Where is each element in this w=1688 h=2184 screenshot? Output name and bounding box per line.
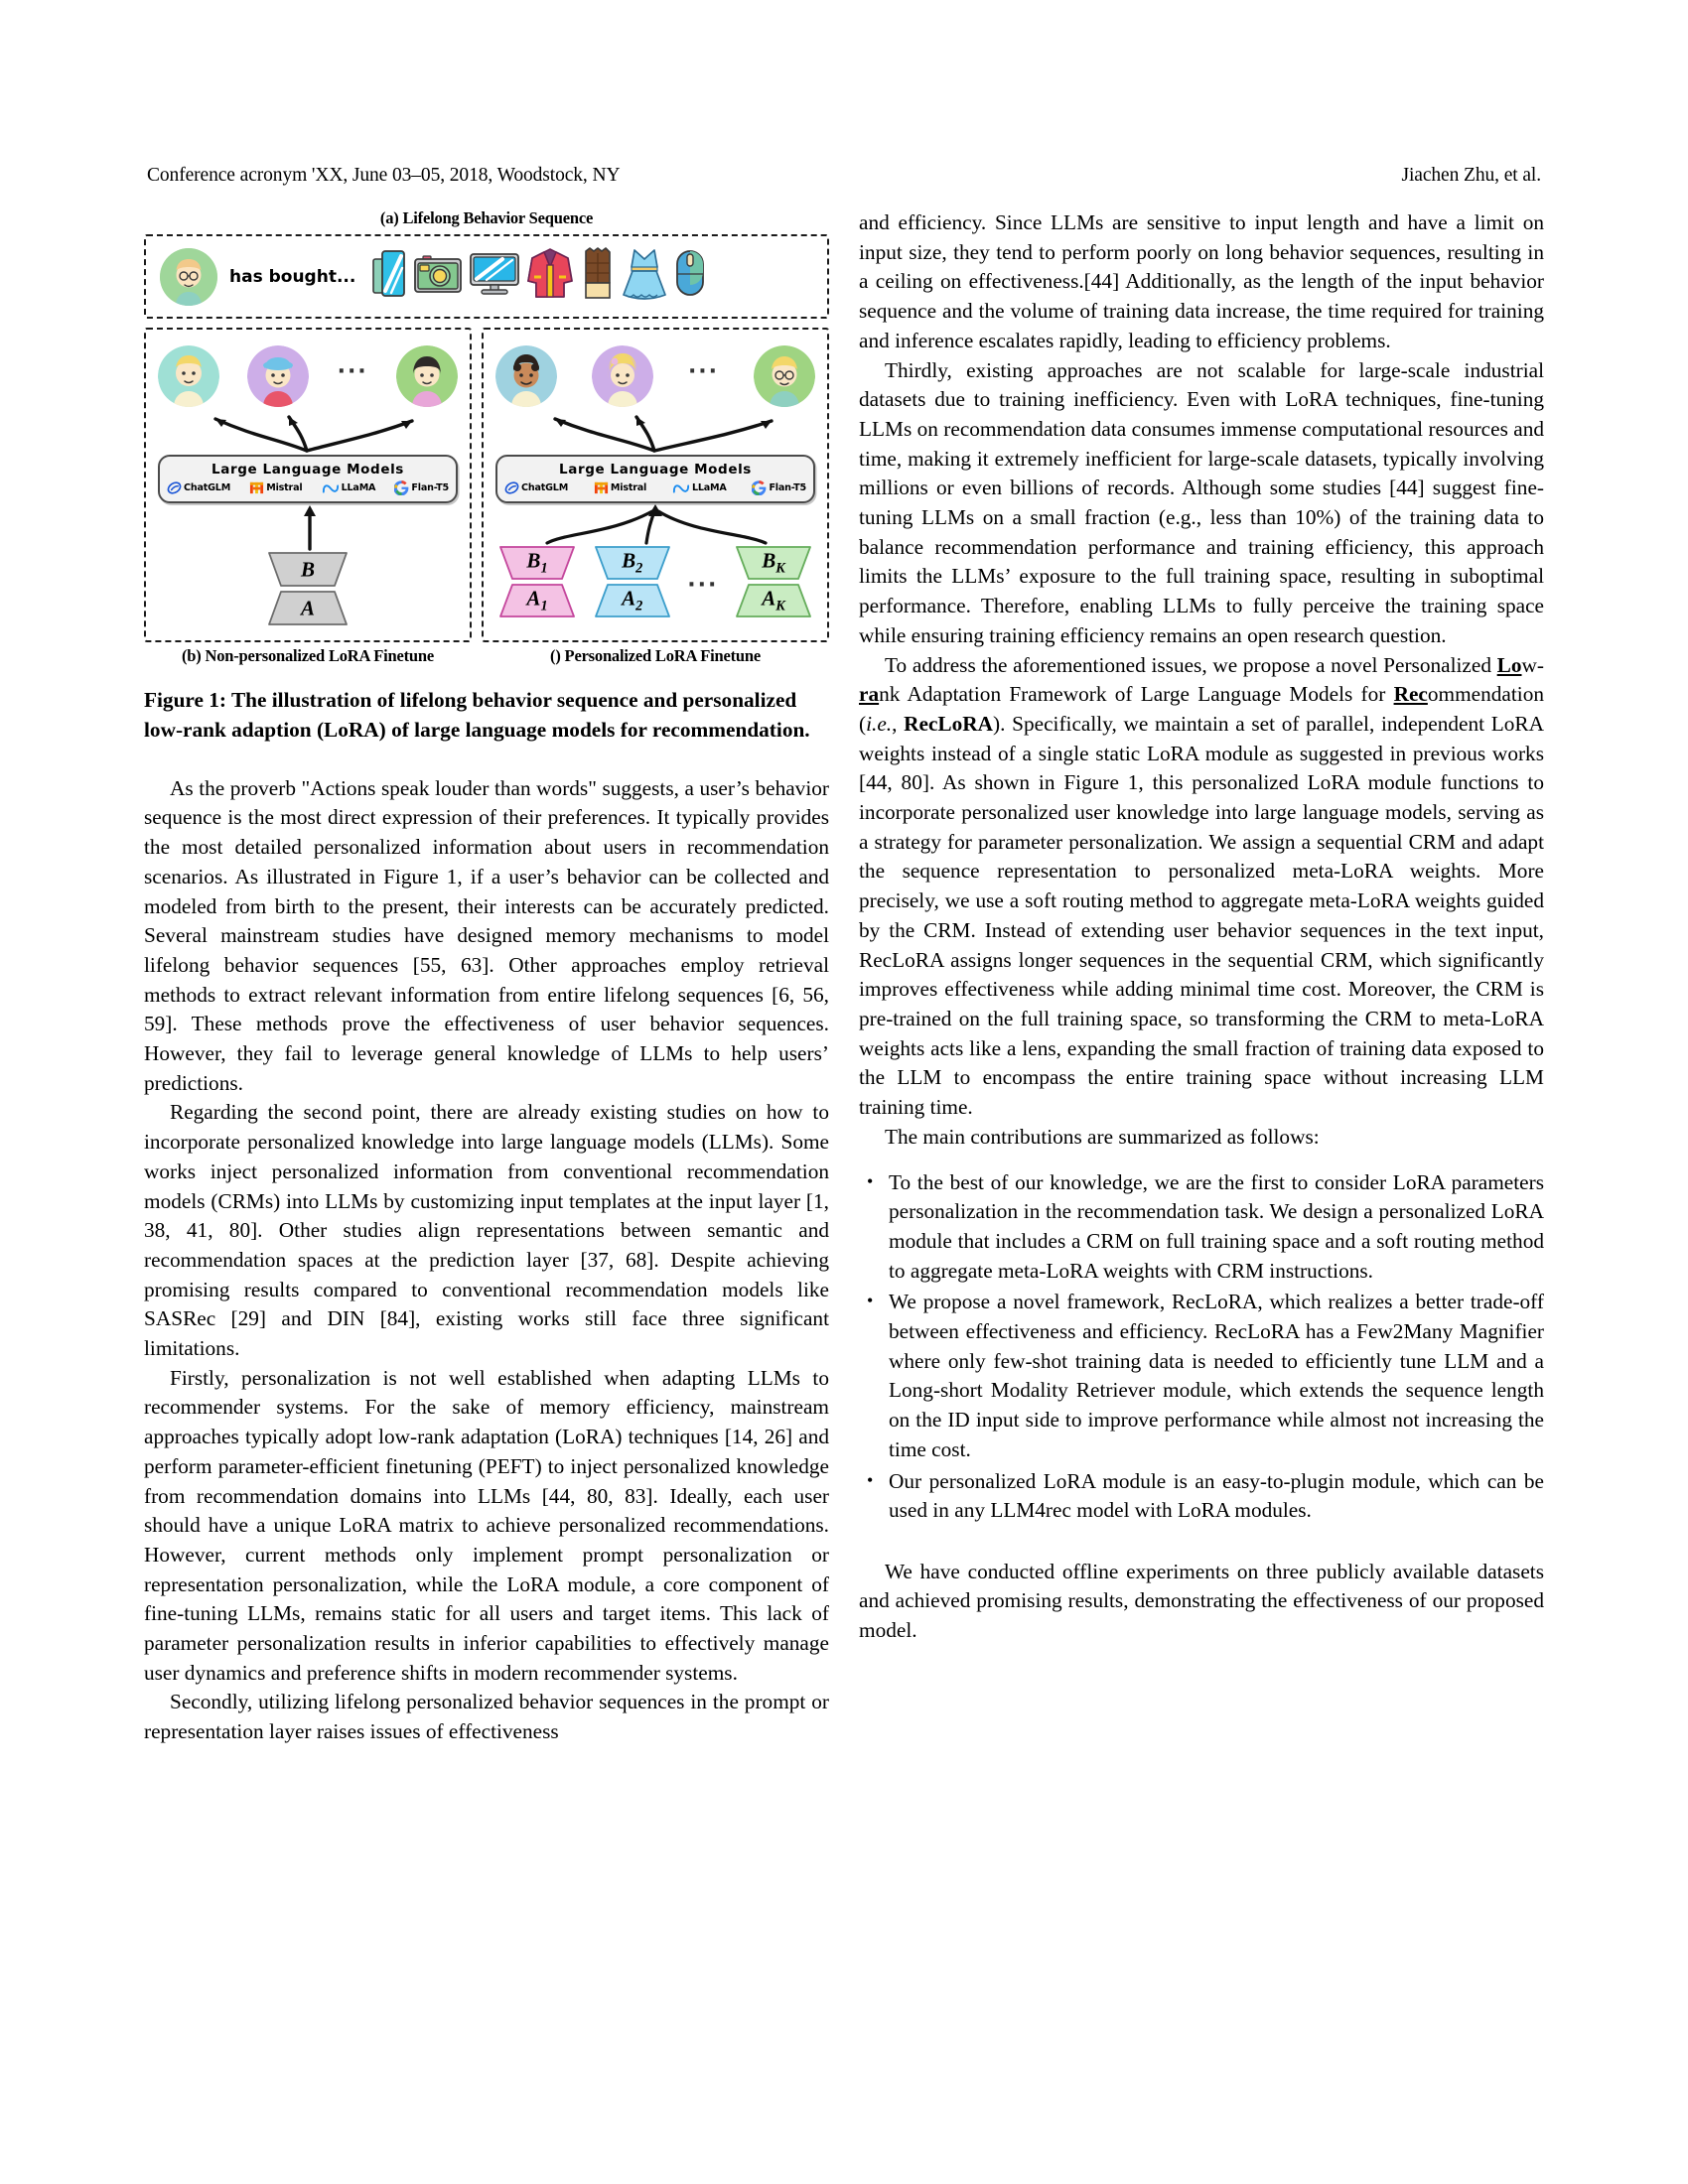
lora-block-row-c bbox=[495, 545, 815, 618]
lora-ak-label: $A_K$ bbox=[762, 586, 785, 614]
camera-icon bbox=[413, 252, 463, 301]
llm-logo-chatglm-b bbox=[167, 480, 230, 495]
contributions-list bbox=[859, 1168, 1544, 1526]
llm-box-title-b: Large Language Models bbox=[211, 462, 404, 478]
ellipsis-c: ··· bbox=[687, 359, 720, 384]
arrows-llm-to-users-b bbox=[158, 409, 462, 455]
ie-italic: i.e. bbox=[866, 711, 893, 736]
running-head-right: Jiachen Zhu, et al. bbox=[1401, 165, 1541, 186]
mistral-icon bbox=[249, 480, 264, 495]
lora-pair-1 bbox=[497, 545, 577, 618]
llm-box-b bbox=[158, 455, 458, 503]
ellipsis-b: ··· bbox=[337, 359, 368, 384]
monitor-icon bbox=[469, 251, 520, 302]
lora-ak-matrix bbox=[734, 583, 813, 618]
user-avatar-c2 bbox=[592, 345, 653, 407]
personalized-lora-panel bbox=[482, 328, 829, 642]
lora-a-matrix bbox=[265, 590, 351, 626]
meta-llama-icon bbox=[322, 481, 340, 495]
left-paragraph-3: Firstly, personalization is not well established when adapting LLMs to recommender systems. For the sake of memory efficiency, mainstream approaches typically adopt low-rank adaptation (LoRA) techniques [14, 26] and perform parameter-efficient finetuning (PEFT) to inject personalized knowledge from recommendation domains into LLMs [44, 80, 83]. Ideally, each user should have a unique LoRA matrix to achieve personalized recommendations. However, current methods only implement prompt personalization or representation personalization, while the LoRA module, a core component of fine-tuning LLMs, remains static for all users and target items. This lack of parameter personalization results in inferior capabilities to effectively manage user dynamics and preference shifts in modern recommender systems. bbox=[144, 1365, 829, 1685]
lora-a2-matrix bbox=[593, 583, 672, 618]
llm-logo-mistral-b bbox=[249, 480, 302, 495]
proposal-text-k: ). Specifically, we maintain a set of parallel, independent LoRA weights instead of a single static LoRA module as suggested in previous works [44, 80]. As shown in Figure 1, this personalized LoRA module functions to incorporate personalized user knowledge into large language models, serving as a strategy for parameter personalization. We assign a sequential CRM and adapt the sequence representation to personalized meta-LoRA weights. More precisely, we use a soft routing method to aggregate meta-LoRA weights guided by the CRM. Instead of extending user behavior sequences in the text input, RecLoRA assigns longer sequences in the sequential CRM, which significantly improves effectiveness while adding minimal time cost. Moreover, the CRM is pre-trained on the full training space, so transforming the CRM to meta-LoRA weights acts like a lens, expanding the small fraction of training data exposed to the LLM to encompass the entire training space without increasing LLM training time. bbox=[859, 711, 1544, 1120]
ra-underline: ra bbox=[859, 682, 880, 707]
computer-mouse-icon bbox=[673, 248, 707, 305]
lora-b2-matrix bbox=[593, 545, 672, 581]
proposal-text-e: nk Adaptation Framework of Large Language Models for bbox=[879, 682, 1394, 707]
running-head-left: Conference acronym 'XX, June 03–05, 2018, Woodstock, NY bbox=[147, 165, 621, 186]
user-avatar-main bbox=[160, 248, 217, 306]
lora-a2-label: $A_2$ bbox=[622, 586, 643, 614]
google-flan-t5-icon bbox=[394, 480, 409, 495]
llm-logo-label: Flan-T5 bbox=[411, 482, 449, 493]
lora-bk-label: $B_K$ bbox=[762, 548, 785, 577]
figure-1 bbox=[144, 208, 829, 745]
left-paragraph-4: Secondly, utilizing lifelong personalized behavior sequences in the prompt or representation layer raises issues of effectiveness bbox=[144, 1690, 829, 1744]
lora-b-matrix bbox=[265, 551, 351, 588]
figure-panel-b-label: (b) Non-personalized LoRA Finetune bbox=[181, 646, 434, 665]
lora-block-b bbox=[158, 551, 458, 626]
arrows-lora-to-llm-c bbox=[495, 503, 819, 545]
lora-a1-label: $A_1$ bbox=[526, 586, 548, 614]
panel-labels-row bbox=[144, 646, 829, 666]
mistral-icon bbox=[594, 480, 609, 495]
llm-logo-chatglm-c bbox=[504, 480, 568, 495]
right-paragraph-5: We have conducted offline experiments on three publicly available datasets and achieved promising results, demonstrating the effectiveness of our proposed model. bbox=[859, 1559, 1544, 1643]
llm-logo-flant5-c bbox=[752, 480, 806, 495]
right-paragraph-2: Thirdly, existing approaches are not scalable for large-scale industrial datasets due to training inefficiency. Even with LoRA techniques, fine-tuning LLMs on recommendation data consumes immense computational resources and time, making it extremely inefficient for large-scale datasets, typically involving millions or even billions of records. Although some studies [44] suggest fine-tuning LLMs on a small fraction (e.g., less than 10%) of the training data to balance recommendation performance and training efficiency, this approach limits the LLMs’ exposure to the full training space, resulting in suboptimal performance. Therefore, enabling LLMs to fully perceive the training space while ensuring training efficiency remains an open research question. bbox=[859, 357, 1544, 647]
jacket-icon bbox=[526, 247, 574, 306]
lora-a-label: A bbox=[300, 596, 315, 619]
meta-llama-icon bbox=[672, 481, 690, 495]
right-paragraph-1: and efficiency. Since LLMs are sensitive to input length and have a limit on input size, they tend to perform poorly on long behavior sequences, resulting in a ceiling on effectiveness.[44] Additionally, as the length of the input behavior sequence and the volume of training data increase, the time required for training and inference escalates rapidly, leading to efficiency problems. bbox=[859, 210, 1544, 352]
lo-underline: Lo bbox=[1496, 652, 1522, 677]
lora-b1-matrix bbox=[497, 545, 577, 581]
llm-logo-label: ChatGLM bbox=[521, 482, 569, 493]
lifelong-behavior-sequence-panel bbox=[144, 234, 829, 319]
lora-a1-matrix bbox=[497, 583, 577, 618]
right-paragraph-3 bbox=[859, 651, 1544, 1123]
proposal-text-g: ommendation ( bbox=[859, 682, 1544, 736]
chatglm-icon bbox=[504, 480, 519, 495]
lora-bk-matrix bbox=[734, 545, 813, 581]
proposal-text-a: To address the aforementioned issues, we propose a novel Personalized bbox=[885, 652, 1497, 677]
figure-panel-c-label: () Personalized LoRA Finetune bbox=[550, 646, 761, 665]
lora-pair-2 bbox=[593, 545, 672, 618]
llm-logo-list-b bbox=[166, 480, 450, 495]
user-avatar-b1 bbox=[158, 345, 219, 407]
contribution-item-2: • We propose a novel framework, RecLoRA, which realizes a better trade-off between effectiveness and efficiency. RecLoRA has a Few2Many Magnifier where only few-shot training data is needed to efficiently tune LLM and a Long-short Modality Retriever module, which extends the sequence length on the ID input side to improve performance while almost not increasing the time cost. bbox=[889, 1288, 1544, 1464]
ellipsis-lora-c: ··· bbox=[687, 573, 719, 598]
llm-box-c bbox=[495, 455, 815, 503]
llm-logo-mistral-c bbox=[594, 480, 646, 495]
lora-b-label: B bbox=[300, 557, 315, 581]
non-personalized-lora-panel bbox=[144, 328, 472, 642]
llm-logo-label: Flan-T5 bbox=[769, 482, 806, 493]
llm-logo-llama-c bbox=[672, 481, 727, 495]
lora-b1-label: $B_1$ bbox=[526, 548, 548, 577]
figure-caption: Figure 1: The illustration of lifelong behavior sequence and personalized low-rank adaption (LoRA) of large language models for recommendation. bbox=[144, 688, 810, 742]
google-flan-t5-icon bbox=[752, 480, 767, 495]
left-paragraph-2: Regarding the second point, there are already existing studies on how to incorporate personalized knowledge into large language models (LLMs). Some works inject personalized information from conventional recommendation models (CRMs) into LLMs by customizing input templates at the input layer [1, 38, 41, 80]. Other studies align representations between semantic and recommendation spaces at the prediction layer [37, 68]. Despite achieving promising results compared to conventional recommendation models like SASRec [29] and DIN [84], existing works still face three significant limitations. bbox=[144, 1100, 829, 1361]
user-avatar-b2 bbox=[247, 345, 309, 407]
right-column bbox=[859, 208, 1544, 1646]
proposal-text-c: w- bbox=[1521, 652, 1544, 677]
chocolate-bar-icon bbox=[580, 247, 616, 306]
avatar-row-b bbox=[158, 340, 458, 413]
llm-logo-label: LLaMA bbox=[341, 482, 376, 493]
llm-logo-llama-b bbox=[322, 481, 376, 495]
smartphone-icon bbox=[371, 247, 407, 306]
avatar-row-c bbox=[495, 340, 815, 413]
llm-logo-label: Mistral bbox=[610, 482, 647, 493]
proposal-text-i: , bbox=[892, 711, 905, 736]
llm-logo-label: Mistral bbox=[266, 482, 303, 493]
chatglm-icon bbox=[167, 480, 182, 495]
user-avatar-c3 bbox=[754, 345, 815, 407]
figure-panel-a-label: (a) Lifelong Behavior Sequence bbox=[379, 208, 594, 227]
lora-panels-row bbox=[144, 328, 829, 642]
lora-b2-label: $B_2$ bbox=[622, 548, 643, 577]
left-column bbox=[144, 208, 829, 1747]
rec-underline: Rec bbox=[1393, 682, 1428, 707]
left-paragraph-1: As the proverb "Actions speak louder than words" suggests, a user’s behavior sequence is the most direct expression of their preferences. It typically provides the most detailed personalized information about users in recommendation scenarios. As illustrated in Figure 1, if a user’s behavior can be collected and modeled from birth to the present, their interests can be accurately predicted. Several mainstream studies have designed memory mechanisms to model lifelong behavior sequences [55, 63]. Other approaches employ retrieval methods to extract relevant information from entire lifelong sequences [6, 56, 59]. These methods prove the effectiveness of user behavior sequences. However, they fail to leverage general knowledge of LLMs to help users’ predictions. bbox=[144, 775, 829, 1095]
user-avatar-b3 bbox=[396, 345, 458, 407]
llm-logo-label: ChatGLM bbox=[184, 482, 231, 493]
llm-box-title-c: Large Language Models bbox=[559, 462, 752, 478]
reclora-bold: RecLoRA bbox=[904, 711, 994, 736]
arrows-llm-to-users-c bbox=[495, 409, 819, 455]
dress-icon bbox=[622, 247, 667, 306]
llm-logo-label: LLaMA bbox=[691, 482, 727, 493]
right-paragraph-4: The main contributions are summarized as follows: bbox=[885, 1124, 1320, 1149]
lora-pair-k bbox=[734, 545, 813, 618]
contribution-item-3: • Our personalized LoRA module is an easy-to-plugin module, which can be used in any LLM4rec model with LoRA modules. bbox=[889, 1467, 1544, 1526]
arrow-lora-to-llm-b bbox=[158, 503, 462, 551]
llm-logo-list-c bbox=[503, 480, 807, 495]
user-avatar-c1 bbox=[495, 345, 557, 407]
llm-logo-flant5-b bbox=[394, 480, 449, 495]
contribution-item-1: • To the best of our knowledge, we are the first to consider LoRA parameters personalization in the recommendation task. We design a personalized LoRA module that includes a CRM on full training space and a soft routing method to aggregate meta-LoRA weights with CRM instructions. bbox=[889, 1168, 1544, 1287]
has-bought-label: has bought... bbox=[229, 266, 356, 287]
